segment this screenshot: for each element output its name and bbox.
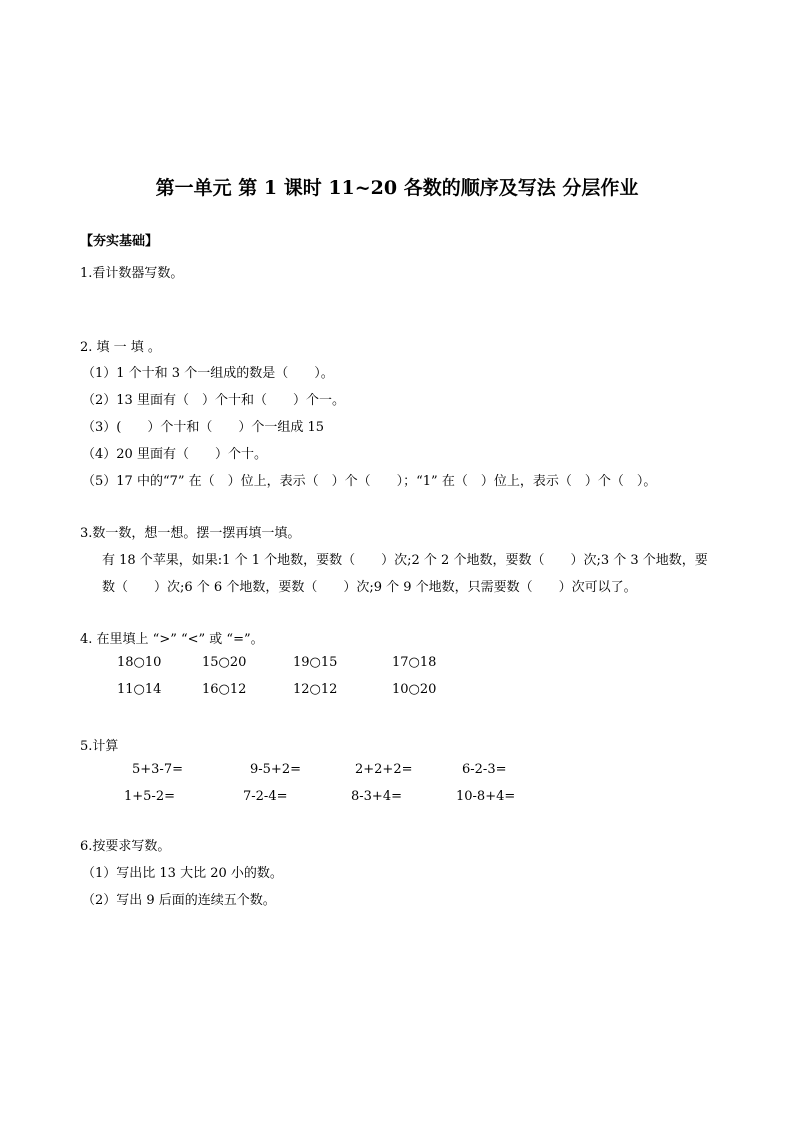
- question-2-item-5: （5）17 中的“7” 在（ ）位上，表示（ ）个（ ）；“1” 在（ ）位上，表示（ ）个（ ）。: [82, 474, 657, 489]
- calc-item: 8-3+4=: [351, 789, 402, 804]
- question-1: 1.看计数器写数。: [80, 266, 184, 281]
- calc-item: 7-2-4=: [243, 789, 288, 804]
- compare-item: 16○12: [202, 682, 247, 697]
- compare-item: 12○12: [293, 682, 338, 697]
- question-2-item-3: （3）( ）个十和（ ）个一组成 15: [82, 420, 325, 435]
- compare-item: 18○10: [117, 655, 162, 670]
- question-2-item-1: （1）1 个十和 3 个一组成的数是（ ）。: [82, 366, 334, 381]
- question-2-item-2: （2）13 里面有（ ）个十和（ ）个一。: [82, 393, 345, 408]
- question-5-title: 5.计算: [80, 739, 119, 754]
- question-3-title: 3.数一数，想一想。摆一摆再填一填。: [80, 526, 301, 541]
- compare-item: 15○20: [202, 655, 247, 670]
- compare-item: 19○15: [293, 655, 338, 670]
- question-6-title: 6.按要求写数。: [80, 839, 171, 854]
- calc-item: 5+3-7=: [132, 762, 183, 777]
- page-title: 第一单元 第 1 课时 11~20 各数的顺序及写法 分层作业: [155, 177, 639, 199]
- calc-item: 6-2-3=: [462, 762, 507, 777]
- section-heading: 【夯实基础】: [80, 234, 159, 249]
- calc-item: 1+5-2=: [124, 789, 175, 804]
- calc-item: 2+2+2=: [355, 762, 413, 777]
- compare-item: 11○14: [117, 682, 162, 697]
- question-3-line-1: 有 18 个苹果，如果:1 个 1 个地数，要数（ ）次;2 个 2 个地数，要数（ ）次;3 个 3 个地数，要: [102, 553, 708, 568]
- compare-item: 17○18: [392, 655, 437, 670]
- question-2-item-4: （4）20 里面有（ ）个十。: [82, 447, 267, 462]
- question-4-title: 4. 在里填上 “>” “<” 或 “=”。: [80, 632, 264, 647]
- calc-item: 9-5+2=: [250, 762, 301, 777]
- question-2-title: 2. 填 一 填 。: [80, 340, 161, 355]
- question-6-item-1: （1）写出比 13 大比 20 小的数。: [82, 866, 283, 881]
- question-6-item-2: （2）写出 9 后面的连续五个数。: [82, 893, 276, 908]
- question-3-line-2: 数（ ）次;6 个 6 个地数，要数（ ）次;9 个 9 个地数，只需要数（ ）次可以了。: [102, 580, 637, 595]
- calc-item: 10-8+4=: [456, 789, 516, 804]
- compare-item: 10○20: [392, 682, 437, 697]
